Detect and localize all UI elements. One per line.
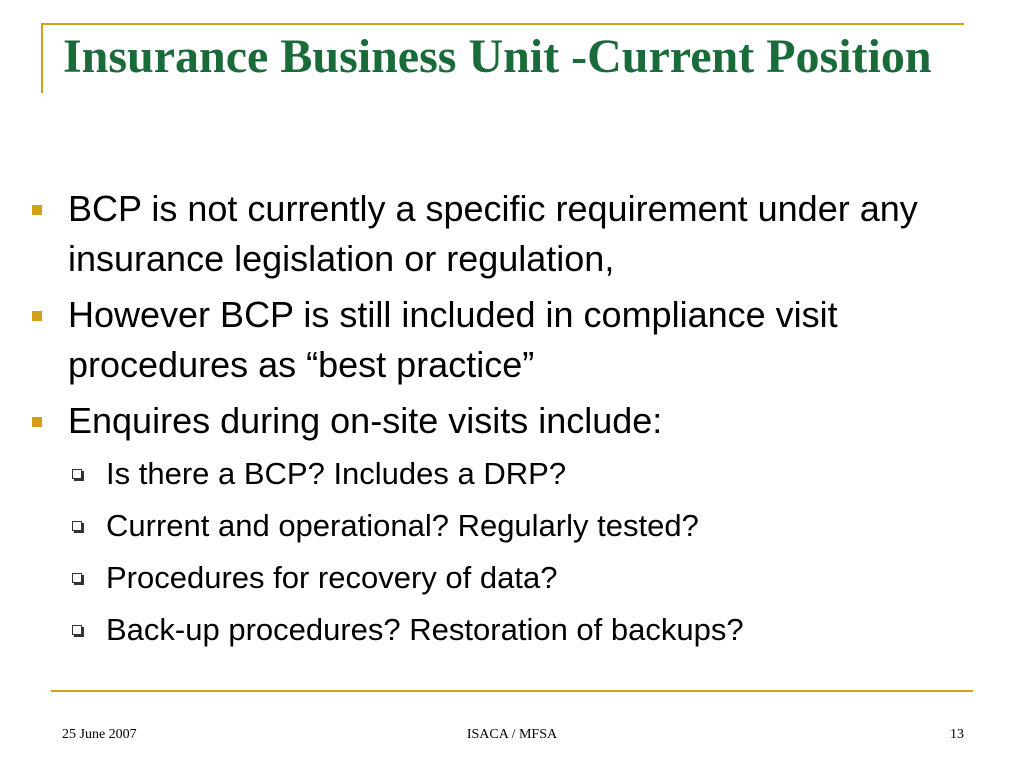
title-frame-left-rule [41, 23, 43, 93]
sub-bullet-text: Procedures for recovery of data? [106, 560, 558, 595]
slide-title: Insurance Business Unit -Current Position [63, 30, 932, 83]
bullet-item [32, 396, 992, 446]
slide-number: 13 [950, 727, 964, 742]
title-frame-top-rule [42, 23, 964, 25]
hollow-square-bullet-icon [72, 573, 82, 583]
square-bullet-icon [32, 417, 42, 427]
hollow-square-bullet-icon [72, 521, 82, 531]
bullet-item [32, 290, 992, 390]
footer-rule [51, 690, 973, 692]
sub-bullet-text: Back-up procedures? Restoration of backups? [106, 612, 744, 647]
bullet-text: BCP is not currently a specific requirement under any insurance legislation or regulation, [68, 188, 918, 279]
square-bullet-icon [32, 205, 42, 215]
footer-date: 25 June 2007 [62, 727, 137, 742]
square-bullet-icon [32, 311, 42, 321]
sub-bullet-item [72, 504, 992, 556]
footer-center-text: ISACA / MFSA [466, 727, 558, 742]
sub-bullet-item [72, 608, 992, 660]
slide-content [32, 184, 992, 660]
sub-bullet-text: Current and operational? Regularly tested? [106, 508, 699, 543]
hollow-square-bullet-icon [72, 625, 82, 635]
hollow-square-bullet-icon [72, 469, 82, 479]
sub-bullet-text: Is there a BCP? Includes a DRP? [106, 456, 567, 491]
sub-bullet-list [72, 452, 992, 660]
bullet-text: However BCP is still included in compliance visit procedures as “best practice” [68, 294, 838, 385]
sub-bullet-item [72, 452, 992, 504]
bullet-text: Enquires during on-site visits include: [68, 400, 663, 441]
bullet-item [32, 184, 992, 284]
sub-bullet-item [72, 556, 992, 608]
